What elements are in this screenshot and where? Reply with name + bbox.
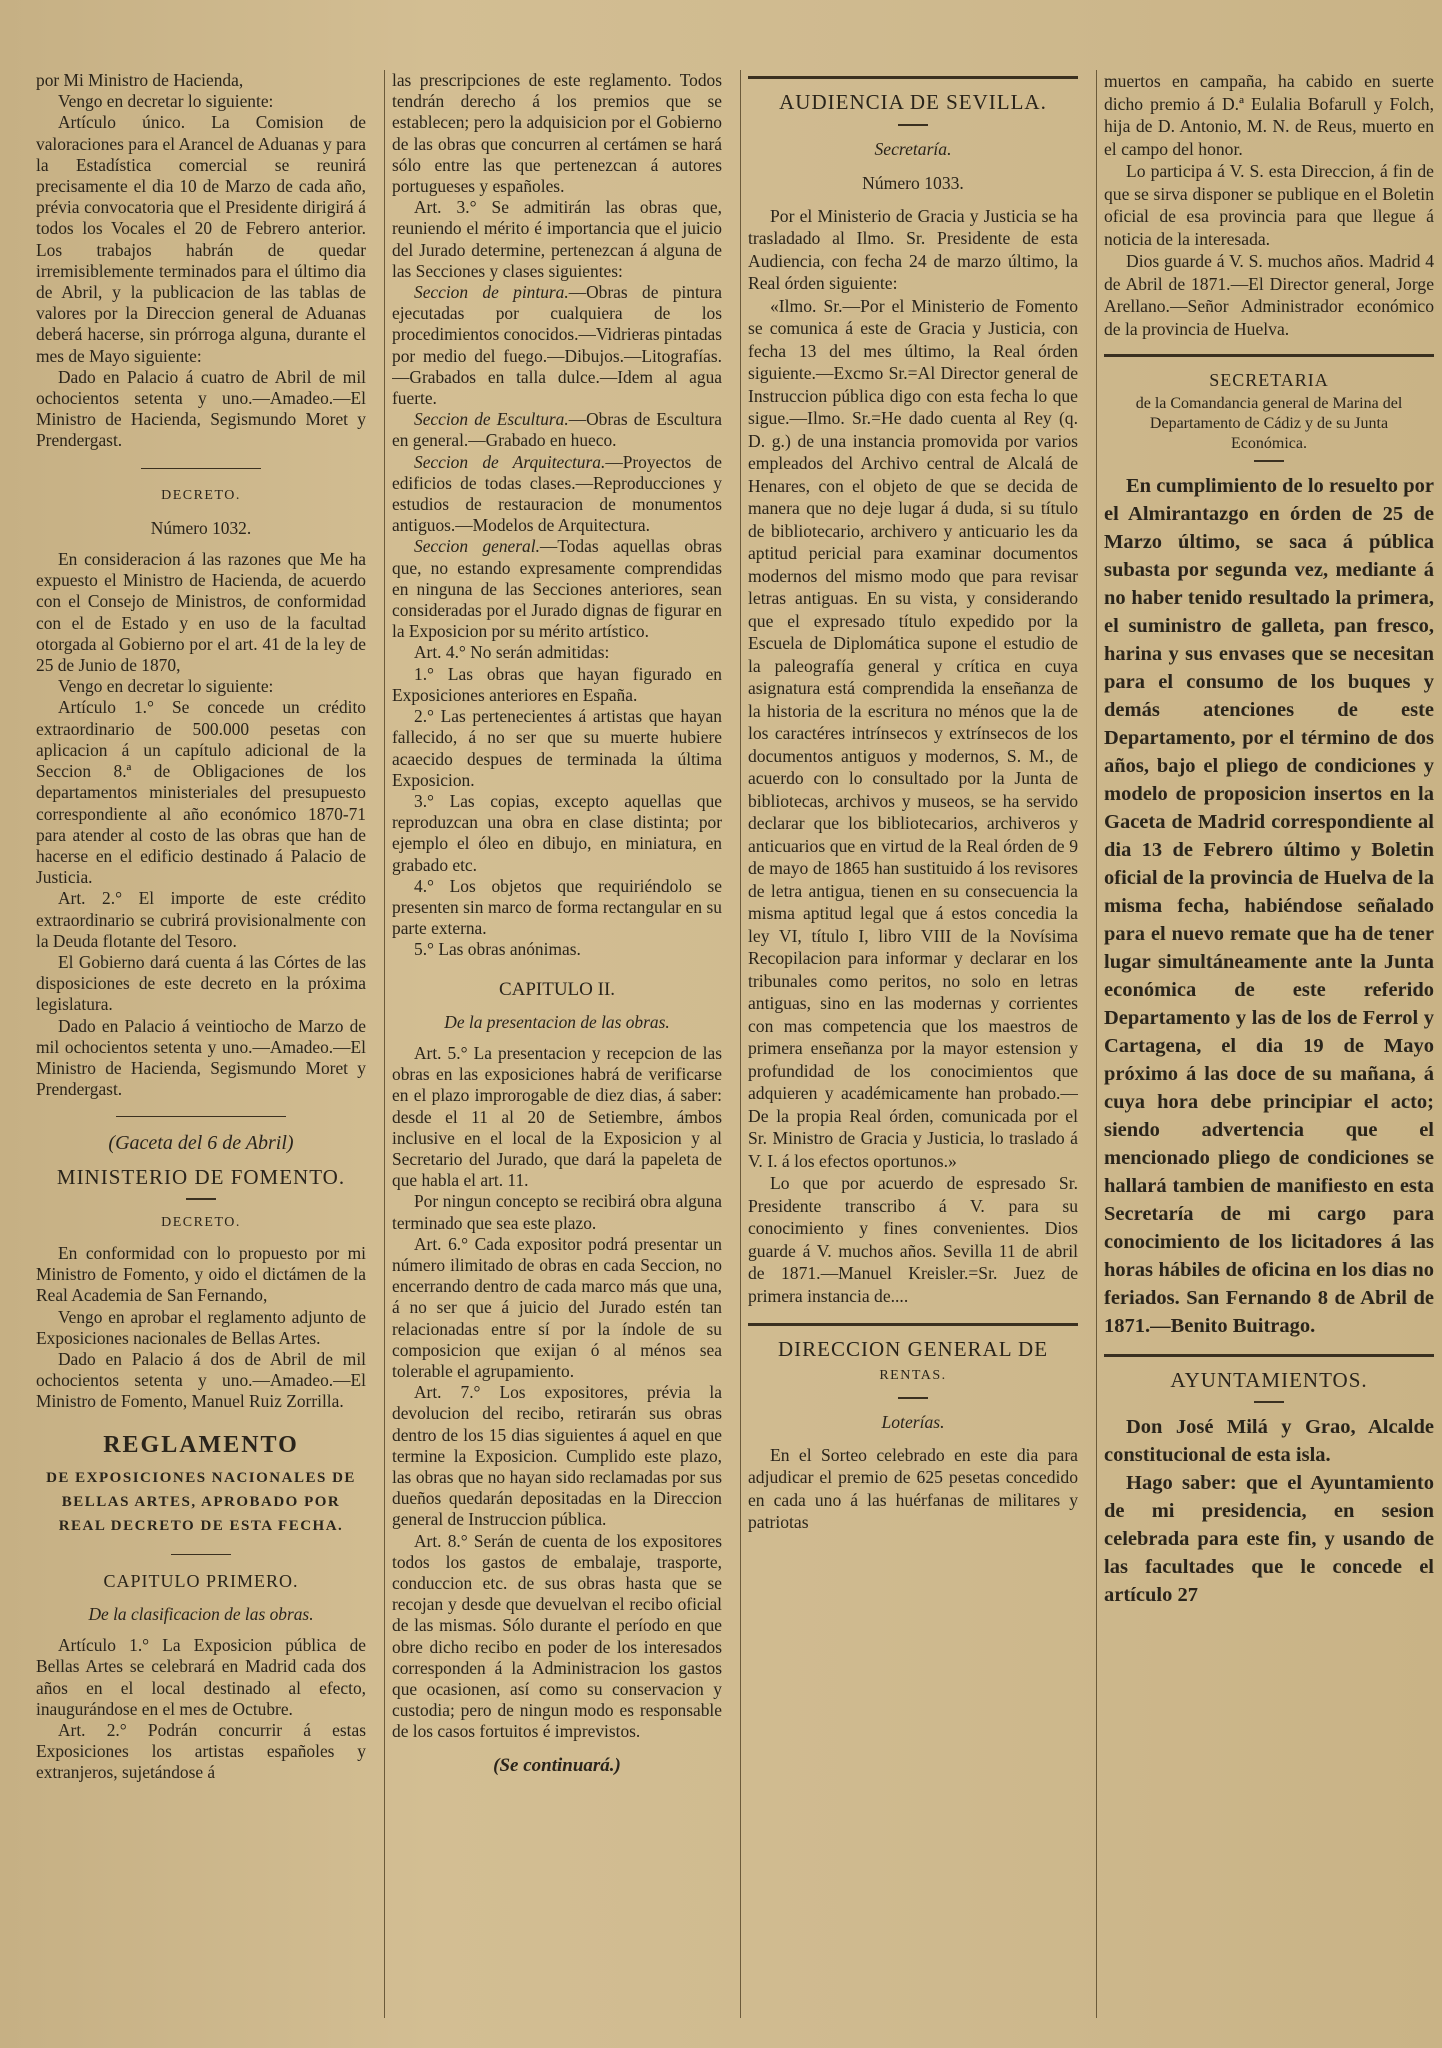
paragraph: Art. 5.° La presentacion y recepcion de las obras en las exposiciones habrá de verificarse en el plazo improrogable de diez dias, á saber: desde el 11 al 20 de Setiembre, ámbos inclusive en el local de la Exposicion y al Secretario del Jurado, que dará la papeleta de que habla el art. 11. [392,1042,722,1191]
paragraph: Art. 2.° Podrán concurrir á estas Exposiciones los artistas españoles y extranjeros, sujetándose á [36,1720,366,1783]
decree-heading: DECRETO. [161,1214,241,1230]
paragraph: En cumplimiento de lo resuelto por el Almirantazgo en órden de 25 de Marzo último, se saca á pública subasta por segunda vez, mediante á no haber tenido resultado la primera, el suministro de galleta, pan fresco, harina y sus envases que se necesitan para el consumo de los buques y demás atenciones de este Departamento, por el término de dos años, bajo el pliego de condiciones y modelo de proposicion insertos en la Gaceta de Madrid correspondiente al dia 13 de Febrero último y Boletin oficial de la provincia de Huelva de la misma fecha, habiéndose señalado para el nuevo remate que ha de tener lugar simultáneamente ante la Junta económica de este referido Departamento y las de los de Ferrol y Cartagena, el dia 19 de Mayo próximo á las doce de su mañana, á cuya hora debe principiar el acto; siendo advertencia que el mencionado pliego de condiciones se hallará tambien de manifiesto en esta Secretaría de mi cargo para conocimiento de los licitadores á las horas hábiles de oficina en los dias no feriados. San Fernando 8 de Abril de 1871.—Benito Buitrago. [1104,474,1434,1337]
column-3 [748,70,1078,2020]
divider [748,76,1078,79]
paragraph: Vengo en decretar lo siguiente: [58,676,274,697]
divider [1104,1354,1434,1357]
secretariat-subtitle: de la Comandancia general de Marina del Departamento de Cádiz y de su Junta Económica. [1135,394,1403,452]
paragraph: Vengo en decretar lo siguiente: [58,91,274,112]
section-name: Seccion de pintura. [414,282,569,303]
divider [748,1323,1078,1326]
paragraph: Hago saber: que el Ayuntamiento de mi presidencia, en sesion celebrada para este fin, y usando de las facultades que le concede el artículo 27 [1104,1472,1434,1606]
divider [171,1554,231,1555]
paragraph: 3.° Las copias, excepto aquellas que reproduzcan una obra en clase distinta; por ejemplo el óleo en dibujo, en miniatura, en grabado etc. [392,790,722,875]
paragraph: 4.° Los objetos que requiriéndolo se presenten sin marco de forma rectangular en su parte externa. [392,875,722,939]
paragraph: Dado en Palacio á dos de Abril de mil ochocientos setenta y uno.—Amadeo.—El Ministro de Fomento, Manuel Ruiz Zorrilla. [36,1348,366,1412]
section-text: —Todas aquellas obras que, no estando expresamente comprendidas en ninguna de las Secciones anteriores, sean consideradas por el Jurado dignas de figurar en la Exposicion por su mérito artístico. [392,536,722,642]
paragraph: Por ningun concepto se recibirá obra alguna terminado que sea este plazo. [392,1191,722,1233]
lottery-heading: Loterías. [881,1412,945,1432]
paragraph: 5.° Las obras anónimas. [414,939,581,960]
notice-number: Número 1033. [862,173,964,193]
secretariat-heading: SECRETARIA [1209,370,1329,390]
paragraph: El Gobierno dará cuenta á las Córtes de las disposiciones de este decreto en la próxima legislatura. [36,951,366,1015]
chapter-heading: CAPITULO PRIMERO. [103,1570,299,1591]
paragraph [392,536,722,642]
decree-number: Número 1032. [150,517,252,538]
paragraph: Dado en Palacio á veintiocho de Marzo de mil ochocientos setenta y uno.—Amadeo.—El Ministro de Hacienda, Segismundo Moret y Prendergast. [36,1015,366,1100]
chapter-subtitle: De la presentacion de las obras. [444,1011,670,1032]
paragraph: En conformidad con lo propuesto por mi Ministro de Fomento, y oido el dictámen de la Real Academia de San Fernando, [36,1242,366,1306]
paragraph: 1.° Las obras que hayan figurado en Exposiciones anteriores en España. [392,663,722,705]
section-text: —Obras de pintura ejecutadas por cualquiera de los procedimientos conocidos.—Vidrieras pintadas por medio del fuego.—Dibujos.—Litografías.—Grabados en talla dulce.—Idem al agua fuerte. [392,282,722,409]
section-name: Seccion general. [414,536,540,557]
regulation-title: REGLAMENTO [103,1431,299,1458]
paragraph: En consideracion á las razones que Me ha expuesto el Ministro de Hacienda, de acuerdo con el Consejo de Ministros, de conformidad con el de Estado y en uso de la facultad otorgada al Gobierno por el art. 41 de la ley de 25 de Junio de 1870, [36,549,366,676]
divider [1254,1401,1284,1403]
divider [116,1116,286,1117]
paragraph [392,452,722,537]
section-name: Seccion de Escultura. [414,409,569,430]
divider [898,124,928,126]
section-text: —Proyectos de edificios de todas clases.—Reproducciones y estudios de restauracion de monumentos antiguos.—Modelos de Arquitectura. [392,451,722,536]
column-2 [392,70,722,2020]
chapter-subtitle: De la clasificacion de las obras. [88,1603,314,1624]
divider [1254,460,1284,462]
divider [186,1198,216,1200]
paragraph: Lo participa á V. S. esta Direccion, á fin de que se sirva disponer se publique en el Boletin oficial de esa provincia para que llegue á noticia de la interesada. [1104,161,1434,249]
ministry-heading: MINISTERIO DE FOMENTO. [56,1164,346,1189]
gazette-date: (Gaceta del 6 de Abril) [108,1132,294,1155]
divider [1104,354,1434,357]
paragraph: 2.° Las pertenecientes á artistas que hayan fallecido, á no ser que su muerte hubiere acaecido despues de terminada la última Exposicion. [392,706,722,790]
paragraph: Lo que por acuerdo de espresado Sr. Presidente transcribo á V. para su conocimiento y fines convenientes. Dios guarde á V. muchos años. Sevilla 11 de abril de 1871.—Manuel Kreisler.=Sr. Juez de primera instancia de.... [748,1173,1078,1306]
paragraph: Artículo único. La Comision de valoraciones para el Arancel de Aduanas y para la Estadística comercial se reunirá precisamente el dia 10 de Marzo de cada año, prévia convocatoria que el Presidente dirigirá á todos los Vocales el 20 de Febrero anterior. Los trabajos habrán de quedar irremisiblemente terminados para el último dia de Abril, y la publicacion de las tablas de valores por la Direccion general de Aduanas deberá hacerse, sin prórroga alguna, durante el mes de Mayo siguiente: [36,112,366,366]
paragraph: En el Sorteo celebrado en este dia para adjudicar el premio de 625 pesetas concedido en cada uno á las huérfanas de militares y patriotas [748,1444,1078,1532]
column-divider [384,70,385,2018]
paragraph: Vengo en aprobar el reglamento adjunto de Exposiciones nacionales de Bellas Artes. [36,1306,366,1348]
paragraph: Por el Ministerio de Gracia y Justicia se ha trasladado al Ilmo. Sr. Presidente de esta Audiencia, con fecha 24 de marzo último, la Real órden siguiente: [748,205,1078,293]
decree-heading: DECRETO. [161,487,241,503]
column-4 [1104,70,1434,2020]
paragraph: Artículo 1.° La Exposicion pública de Bellas Artes se celebrará en Madrid cada dos años en el local destinado al efecto, inaugurándose en el mes de Octubre. [36,1635,366,1719]
paragraph: Art. 4.° No serán admitidas: [414,642,610,663]
divider [898,1397,928,1399]
paragraph: Artículo 1.° Se concede un crédito extraordinario de 500.000 pesetas con aplicacion á un capítulo adicional de la Seccion 8.ª de Obligaciones de los departamentos ministeriales del presupuesto correspondiente al año económico 1870-71 para atender al costo de las obras que han de hacerse en el edificio destinado á Palacio de Justicia. [36,697,366,888]
municipal-heading: AYUNTAMIENTOS. [1170,1367,1368,1392]
paragraph: Dado en Palacio á cuatro de Abril de mil ochocientos setenta y uno.—Amadeo.—El Ministro de Hacienda, Segismundo Moret y Prendergast. [36,366,366,451]
section-name: Seccion de Arquitectura. [414,451,606,472]
secretariat-heading: Secretaría. [874,138,952,159]
court-heading: AUDIENCIA DE SEVILLA. [779,90,1047,114]
column-divider [1096,70,1097,2018]
paragraph [392,282,722,409]
paragraph: Art. 6.° Cada expositor podrá presentar un número ilimitado de obras en cada Seccion, no encerrando dentro de cada marco más que una, á no ser que á juicio del Jurado estén tan relacionadas entre sí por la índole de su composicion que exijan ó al ménos sea tolerable el agrupamiento. [392,1233,722,1381]
paragraph: Art. 8.° Serán de cuenta de los expositores todos los gastos de embalaje, trasporte, conduccion etc. de sus obras hasta que se recojan y desde que devuelvan el recibo oficial de las mismas. Sólo durante el período en que obre dicho recibo en poder de los interesados corresponden á la Administracion los gastos que ocasionen, así como su conservacion y custodia; pero de ningun modo es responsable de los casos fortuitos é imprevistos. [392,1530,722,1742]
paragraph: Dios guarde á V. S. muchos años. Madrid 4 de Abril de 1871.—El Director general, Jorge Arellano.—Señor Administrador económico de la provincia de Huelva. [1104,251,1434,339]
paragraph: Art. 2.° El importe de este crédito extraordinario se cubrirá provisionalmente con la Deuda flotante del Tesoro. [36,888,366,951]
column-divider [740,70,741,2018]
paragraph: muertos en campaña, ha cabido en suerte dicho premio á D.ª Eulalia Bofarull y Folch, hija de D. Antonio, M. N. de Reus, muerto en el campo del honor. [1104,71,1434,159]
chapter-heading: CAPITULO II. [498,978,616,1000]
paragraph: «Ilmo. Sr.—Por el Ministerio de Fomento se comunica á este de Gracia y Justicia, con fecha 13 del mes último, la Real órden siguiente.—Excmo Sr.=Al Director general de Instruccion pública digo con esta fecha lo que sigue.—Ilmo. Sr.=He dado cuenta al Rey (q. D. g.) de una instancia promovida por varios empleados del Archivo central de Alcalá de Henares, con el objeto de que se decida de manera que no deje lugar á duda, si su título de bibliotecario, archivero y anticuario les da aptitud pericial para examinar documentos modernos del mismo modo que para revisar letras antiguas. En su vista, y considerando que el expresado título expedido por la Escuela de Diplomática supone el estudio de la paleografía general y crítica en cuya asignatura está comprendida la enseñanza de la historia de la escritura no ménos que la de los caractéres intrínsecos y extrínsecos de los documentos antiguos y modernos, S. M., de acuerdo con lo consultado por la Junta de bibliotecas, archivos y museos, se ha servido declarar que los bibliotecarios, archiveros y anticuarios que en virtud de la Real órden de 9 de mayo de 1865 han sustituido á los revisores de letra antigua, tienen en su consecuencia la misma aptitud legal que á estos concedia la ley VI, título I, libro VIII de la Novísima Recopilacion para informar y declarar en los tribunales como peritos, no solo en letras antiguas, sino en las modernas y corrientes con mas competencia que los maestros de primera enseñanza por la mayor estension y profundidad de los conocimientos que adquieren y académicamente han probado.—De la propia Real órden, comunicada por el Sr. Ministro de Gracia y Justicia, lo traslado á V. I. á los efectos oportunos.» [748,295,1078,1171]
column-1 [36,70,366,2020]
divider [141,468,261,469]
paragraph [392,409,722,451]
to-be-continued: (Se continuará.) [493,1754,621,1776]
section-text: —Obras de Escultura en general.—Grabado en hueco. [392,409,722,451]
paragraph: Art. 3.° Se admitirán las obras que, reuniendo el mérito é importancia que el juicio del Jurado determine, pertenezcan á alguna de las Secciones y clases siguientes: [392,197,722,281]
directorate-heading: DIRECCION GENERAL DE [777,1337,1049,1361]
paragraph: las prescripciones de este reglamento. Todos tendrán derecho á los premios que se establecen; pero la adquisicion por el Gobierno de las obras que concurren al certámen se hará sólo entre las que pertenezcan á autores portugueses y españoles. [392,70,722,197]
regulation-subtitle: DE EXPOSICIONES NACIONALES DE BELLAS ARTES, APROBADO POR REAL DECRETO DE ESTA FECHA. [46,1469,356,1534]
paragraph: por Mi Ministro de Hacienda, [36,70,244,90]
paragraph: Art. 7.° Los expositores, prévia la devolucion del recibo, retirarán sus obras dentro de los 15 dias siguientes á aquel en que termine la Exposicion. Cumplido este plazo, las obras que no hayan sido reclamadas por sus dueños quedarán depositadas en la Direccion general de Instruccion pública. [392,1382,722,1530]
paragraph: Don José Milá y Grao, Alcalde constitucional de esta isla. [1104,1416,1434,1466]
columns [36,70,1434,2020]
directorate-subheading: RENTAS. [879,1367,947,1383]
